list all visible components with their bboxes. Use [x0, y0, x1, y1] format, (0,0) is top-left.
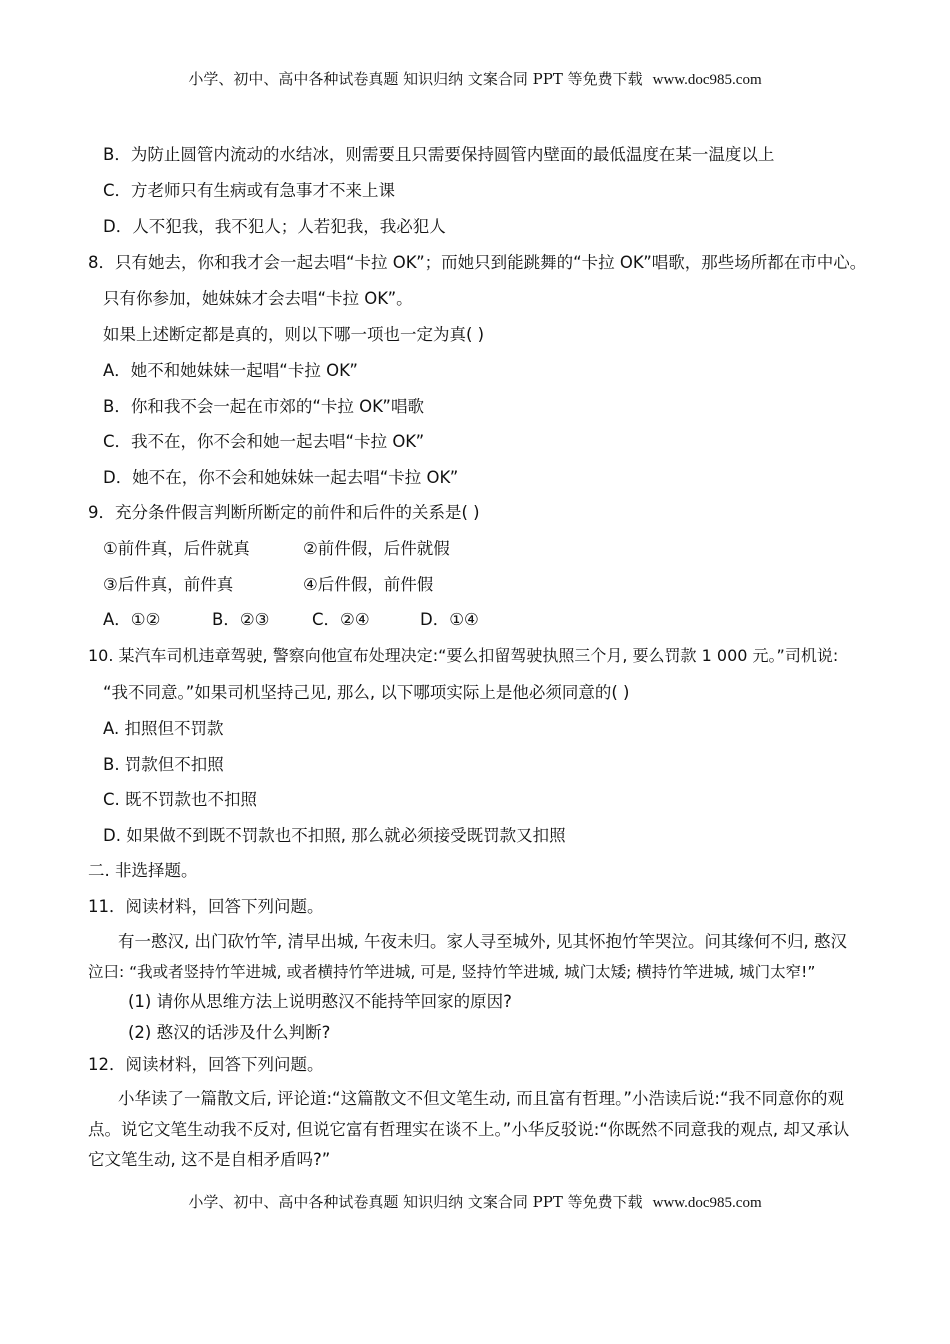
- q9-item-2: ②前件假，后件就假: [303, 539, 450, 558]
- header-site: www.doc985.com: [652, 72, 762, 88]
- q11-passage-line1: 有一憨汉, 出门砍竹竿, 清早出城, 午夜未归。家人寻至城外, 见其怀抱竹竿哭泣。问其缘何不归, 憨汉: [118, 932, 847, 951]
- footer-text: 小学、初中、高中各种试卷真题 知识归纳 文案合同 PPT 等免费下载: [188, 1193, 643, 1211]
- q10-stem-line2: “我不同意。”如果司机坚持己见, 那么, 以下哪项实际上是他必须同意的( ): [103, 683, 630, 702]
- q8-option-c: C．我不在，你不会和她一起去唱“卡拉 OK”: [103, 432, 425, 451]
- q10-stem-line1: 10. 某汽车司机违章驾驶, 警察向他宣布处理决定:“要么扣留驾驶执照三个月, 要么罚款 1 000 元。”司机说:: [88, 646, 839, 665]
- q11-passage-line2: 泣曰: “我或者竖持竹竿进城, 或者横持竹竿进城, 可是, 竖持竹竿进城, 城门太矮; 横持竹竿进城, 城门太窄!”: [88, 963, 816, 981]
- q9-option-d: D．①④: [420, 610, 479, 629]
- q11-subquestion-1: (1) 请你从思维方法上说明憨汉不能持竿回家的原因?: [128, 992, 512, 1011]
- q12-stem: 12．阅读材料，回答下列问题。: [88, 1055, 324, 1074]
- q10-option-d: D. 如果做不到既不罚款也不扣照, 那么就必须接受既罚款又扣照: [103, 826, 566, 845]
- q9-stem: 9．充分条件假言判断所断定的前件和后件的关系是( ): [88, 503, 480, 522]
- q8-stem-line2: 只有你参加，她妹妹才会去唱“卡拉 OK”。: [103, 289, 413, 308]
- q11-stem: 11．阅读材料，回答下列问题。: [88, 897, 324, 916]
- q9-option-a: A．①②: [103, 610, 161, 629]
- page-header: [0, 68, 950, 89]
- page-footer: [0, 1191, 950, 1212]
- q9-option-b: B．②③: [212, 610, 270, 629]
- q9-option-c: C．②④: [312, 610, 370, 629]
- q9-item-3: ③后件真，前件真: [103, 575, 234, 594]
- q7-option-c: C．方老师只有生病或有急事才不来上课: [103, 181, 396, 200]
- header-text: 小学、初中、高中各种试卷真题 知识归纳 文案合同 PPT 等免费下载: [188, 70, 643, 88]
- q9-item-1: ①前件真，后件就真: [103, 539, 250, 558]
- q8-question: 如果上述断定都是真的，则以下哪一项也一定为真( ): [103, 325, 485, 344]
- q9-item-4: ④后件假，前件假: [303, 575, 434, 594]
- q11-subquestion-2: (2) 憨汉的话涉及什么判断?: [128, 1023, 331, 1042]
- q8-option-b: B．你和我不会一起在市郊的“卡拉 OK”唱歌: [103, 397, 424, 416]
- q12-passage-line2: 点。说它文笔生动我不反对, 但说它富有哲理实在谈不上。”小华反驳说:“你既然不同意我的观点, 却又承认: [88, 1120, 850, 1139]
- q7-option-d: D．人不犯我，我不犯人；人若犯我，我必犯人: [103, 217, 446, 236]
- q7-option-b: B．为防止圆管内流动的水结冰，则需要且只需要保持圆管内壁面的最低温度在某一温度以上: [103, 145, 775, 164]
- footer-site: www.doc985.com: [652, 1195, 762, 1211]
- q12-passage-line3: 它文笔生动, 这不是自相矛盾吗?”: [88, 1150, 331, 1169]
- q10-option-c: C. 既不罚款也不扣照: [103, 790, 258, 809]
- q10-option-b: B. 罚款但不扣照: [103, 755, 224, 774]
- q12-passage-line1: 小华读了一篇散文后, 评论道:“这篇散文不但文笔生动, 而且富有哲理。”小浩读后说:“我不同意你的观: [118, 1089, 844, 1108]
- section-title: 二. 非选择题。: [88, 861, 198, 880]
- q8-stem-line1: 8．只有她去，你和我才会一起去唱“卡拉 OK”；而她只到能跳舞的“卡拉 OK”唱歌，那些场所都在市中心。: [88, 253, 867, 272]
- q8-option-d: D．她不在，你不会和她妹妹一起去唱“卡拉 OK”: [103, 468, 459, 487]
- q8-option-a: A．她不和她妹妹一起唱“卡拉 OK”: [103, 361, 358, 380]
- q10-option-a: A. 扣照但不罚款: [103, 719, 224, 738]
